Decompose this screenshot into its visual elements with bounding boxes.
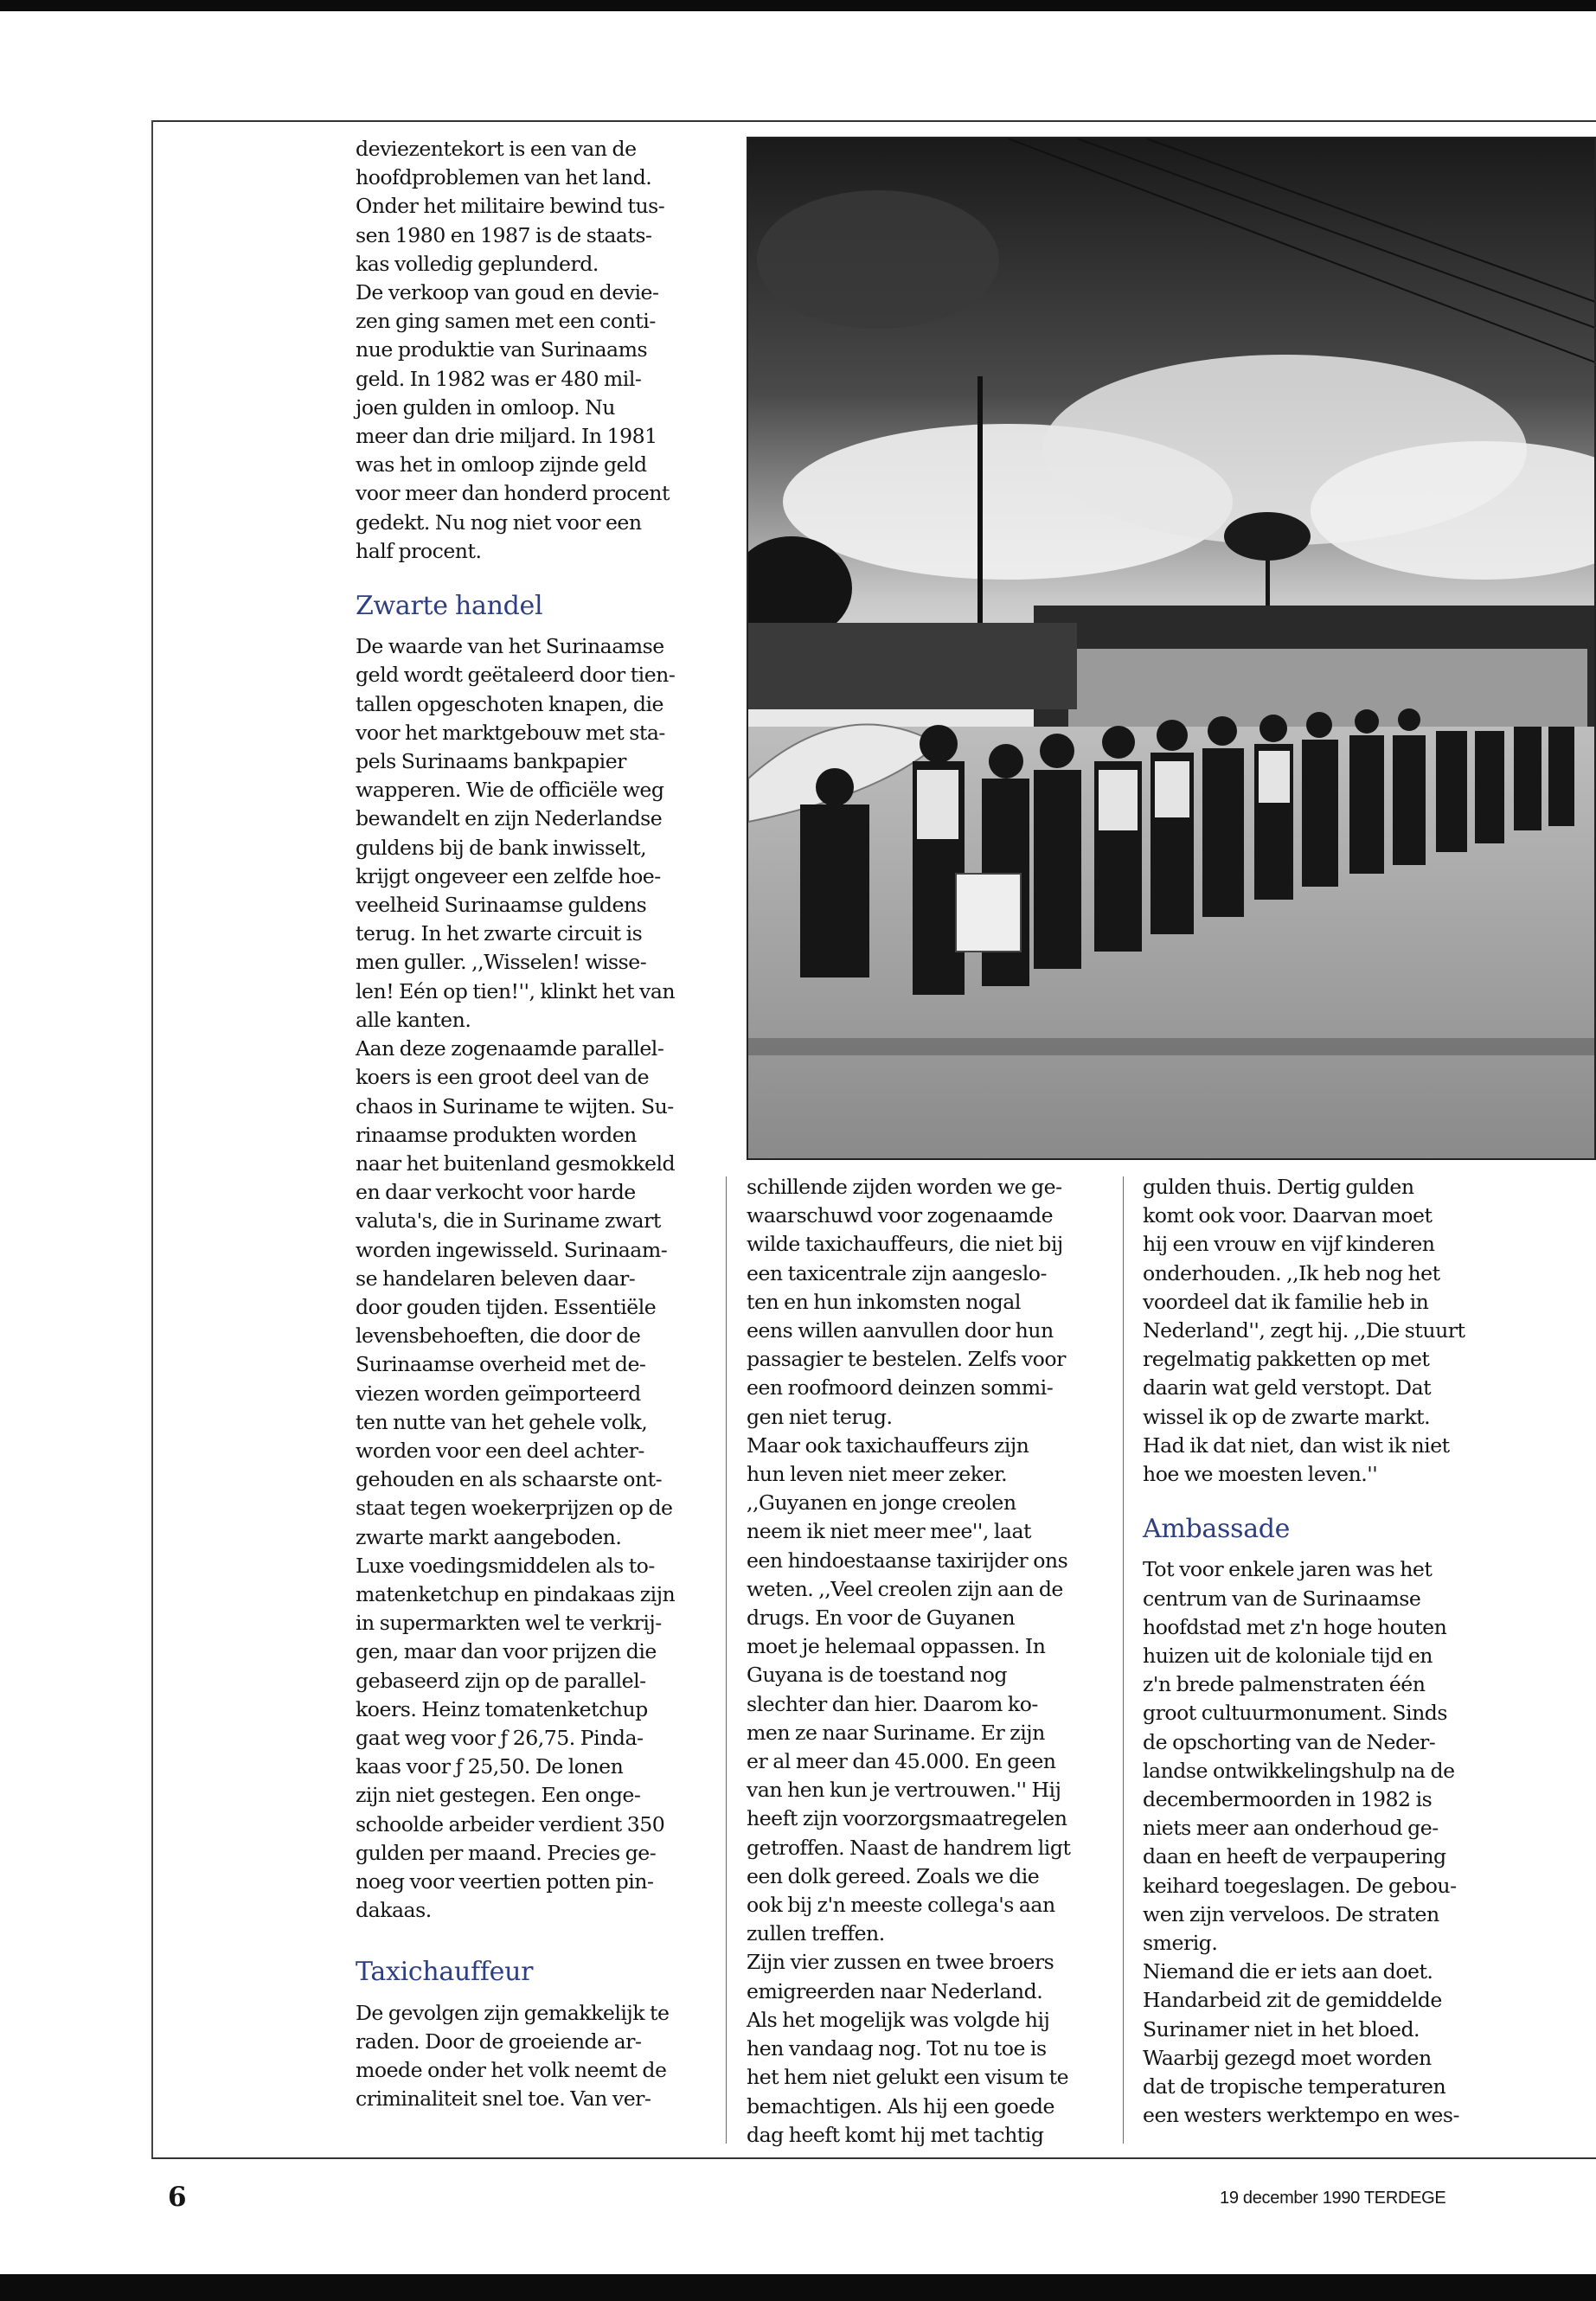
page-number: 6	[168, 2182, 187, 2213]
text-line: gen niet terug.	[747, 1404, 893, 1429]
text-line: De waarde van het Surinaamse	[356, 634, 664, 659]
text-line: Zijn vier zussen en twee broers	[747, 1950, 1054, 1975]
text-line: Aan deze zogenaamde parallel-	[356, 1036, 664, 1061]
text-line: sen 1980 en 1987 is de staats-	[356, 222, 652, 247]
text-line: decembermoorden in 1982 is	[1143, 1787, 1433, 1812]
text-line: koers is een groot deel van de	[356, 1065, 650, 1090]
text-line: keihard toegeslagen. De gebou-	[1143, 1873, 1457, 1898]
text-line: zullen treffen.	[747, 1921, 885, 1946]
text-line: Als het mogelijk was volgde hij	[747, 2007, 1050, 2032]
text-line: slechter dan hier. Daarom ko-	[747, 1691, 1038, 1716]
text-line: wilde taxichauffeurs, die niet bij	[747, 1232, 1063, 1257]
text-line: hun leven niet meer zeker.	[747, 1462, 1008, 1487]
text-line: groot cultuurmonument. Sinds	[1143, 1701, 1447, 1726]
text-line: passagier te bestelen. Zelfs voor	[747, 1347, 1066, 1372]
text-line: centrum van de Surinaamse	[1143, 1586, 1421, 1611]
text-line: zwarte markt aangeboden.	[356, 1524, 622, 1549]
text-line: een hindoestaanse taxirijder ons	[747, 1548, 1068, 1573]
text-line: moet je helemaal oppassen. In	[747, 1634, 1046, 1659]
text-line: huizen uit de koloniale tijd en	[1143, 1644, 1433, 1669]
text-line: De verkoop van goud en devie-	[356, 280, 659, 305]
text-line: waarschuwd voor zogenaamde	[747, 1203, 1054, 1228]
article-column-3	[1143, 1173, 1523, 2131]
text-line: Onder het militaire bewind tus-	[356, 194, 665, 219]
text-line: er al meer dan 45.000. En geen	[747, 1749, 1056, 1774]
text-line: neem ik niet meer mee'', laat	[747, 1519, 1032, 1544]
text-line: deviezentekort is een van de	[356, 137, 637, 161]
text-line: Waarbij gezegd moet worden	[1143, 2045, 1432, 2070]
text-line: terug. In het zwarte circuit is	[356, 921, 643, 946]
text-line: matenketchup en pindakaas zijn	[356, 1581, 676, 1606]
publication-date: 19 december 1990 TERDEGE	[1220, 2189, 1446, 2208]
text-line: geld wordt geëtaleerd door tien-	[356, 663, 676, 688]
text-line: Nederland'', zegt hij. ,,Die stuurt	[1143, 1318, 1465, 1343]
text-line: chaos in Suriname te wijten. Su-	[356, 1093, 674, 1118]
text-line: smerig.	[1143, 1931, 1218, 1956]
text-line: in supermarkten wel te verkrij-	[356, 1611, 662, 1636]
text-line: Maar ook taxichauffeurs zijn	[747, 1433, 1029, 1458]
text-line: nue produktie van Surinaams	[356, 337, 648, 362]
text-line: gedekt. Nu nog niet voor een	[356, 510, 642, 535]
text-line: en daar verkocht voor harde	[356, 1180, 636, 1205]
text-line: z'n brede palmenstraten één	[1143, 1672, 1426, 1697]
text-line: staat tegen woekerprijzen op de	[356, 1496, 673, 1521]
heading-taxichauffeur: Taxichauffeur	[356, 1957, 534, 1988]
text-line: voor het marktgebouw met sta-	[356, 720, 665, 745]
top-scan-border	[0, 0, 1596, 11]
article-column-2	[747, 1173, 1110, 2150]
text-line: worden ingewisseld. Surinaam-	[356, 1237, 668, 1262]
section-ambassade-text	[1143, 1555, 1523, 2130]
text-line: naar het buitenland gesmokkeld	[356, 1150, 676, 1176]
text-line: gebaseerd zijn op de parallel-	[356, 1668, 646, 1693]
text-line: eens willen aanvullen door hun	[747, 1318, 1054, 1343]
text-line: een taxicentrale zijn aangeslo-	[747, 1260, 1047, 1285]
text-line: gulden per maand. Precies ge-	[356, 1840, 657, 1865]
text-line: tallen opgeschoten knapen, die	[356, 691, 663, 716]
text-line: moede onder het volk neemt de	[356, 2058, 667, 2082]
text-line: Had ik dat niet, dan wist ik niet	[1143, 1433, 1450, 1458]
text-line: ten en hun inkomsten nogal	[747, 1289, 1021, 1314]
text-line: een westers werktempo en wes-	[1143, 2103, 1459, 2128]
text-line: getroffen. Naast de handrem ligt	[747, 1835, 1071, 1860]
text-line: men guller. ,,Wisselen! wisse-	[356, 950, 647, 975]
text-line: Guyana is de toestand nog	[747, 1663, 1008, 1688]
text-line: wen zijn verveloos. De straten	[1143, 1901, 1439, 1926]
text-line: gulden thuis. Dertig gulden	[1143, 1175, 1414, 1199]
text-line: noeg voor veertien potten pin-	[356, 1868, 654, 1894]
text-line: raden. Door de groeiende ar-	[356, 2029, 642, 2054]
text-line: dakaas.	[356, 1898, 432, 1923]
text-line: bewandelt en zijn Nederlandse	[356, 806, 663, 831]
text-line: Luxe voedingsmiddelen als to-	[356, 1553, 655, 1578]
section-zwarte-handel-text	[356, 632, 719, 1925]
text-line: zen ging samen met een conti-	[356, 309, 656, 334]
text-line: Surinaamse overheid met de-	[356, 1352, 646, 1377]
text-line: Handarbeid zit de gemiddelde	[1143, 1988, 1442, 2013]
text-line: landse ontwikkelingshulp na de	[1143, 1758, 1455, 1783]
text-line: pels Surinaams bankpapier	[356, 749, 626, 774]
text-line: heeft zijn voorzorgsmaatregelen	[747, 1806, 1067, 1831]
column-divider-1	[726, 1176, 727, 2144]
text-line: joen gulden in omloop. Nu	[356, 394, 615, 420]
section-taxichauffeur-text	[356, 1999, 719, 2114]
heading-ambassade: Ambassade	[1143, 1514, 1291, 1545]
text-line: het hem niet gelukt een visum te	[747, 2065, 1069, 2090]
text-line: guldens bij de bank inwisselt,	[356, 835, 647, 860]
photo-queue-of-people	[747, 137, 1596, 1160]
text-line: zijn niet gestegen. Een onge-	[356, 1783, 641, 1808]
text-line: regelmatig pakketten op met	[1143, 1347, 1430, 1372]
text-line: viezen worden geïmporteerd	[356, 1381, 641, 1406]
page-frame-left-rule	[151, 120, 153, 2159]
text-line: komt ook voor. Daarvan moet	[1143, 1203, 1433, 1228]
text-line: hoofdproblemen van het land.	[356, 165, 652, 190]
text-line: ten nutte van het gehele volk,	[356, 1409, 648, 1434]
text-line: daan en heeft de verpaupering	[1143, 1844, 1446, 1869]
text-line: van hen kun je vertrouwen.'' Hij	[747, 1778, 1061, 1803]
text-line: Niemand die er iets aan doet.	[1143, 1959, 1433, 1984]
paragraph-gulden-thuis	[1143, 1173, 1523, 1489]
text-line: wapperen. Wie de officiële weg	[356, 778, 664, 803]
bottom-scan-border	[0, 2274, 1596, 2301]
text-line: levensbehoeften, die door de	[356, 1324, 641, 1349]
text-line: wissel ik op de zwarte markt.	[1143, 1404, 1431, 1429]
text-line: voor meer dan honderd procent	[356, 481, 670, 506]
text-line: hen vandaag nog. Tot nu toe is	[747, 2036, 1047, 2061]
text-line: ook bij z'n meeste collega's aan	[747, 1893, 1055, 1918]
text-line: de opschorting van de Neder-	[1143, 1729, 1436, 1754]
text-line: schillende zijden worden we ge-	[747, 1175, 1062, 1199]
text-line: door gouden tijden. Essentiële	[356, 1294, 657, 1319]
text-line: Tot voor enkele jaren was het	[1143, 1557, 1433, 1582]
article-column-1	[356, 135, 719, 2113]
text-line: hoe we moesten leven.''	[1143, 1462, 1378, 1487]
text-line: se handelaren beleven daar-	[356, 1266, 636, 1291]
text-line: veelheid Surinaamse guldens	[356, 893, 647, 918]
text-line: gen, maar dan voor prijzen die	[356, 1639, 657, 1664]
photo-illustration	[748, 138, 1596, 1160]
page-frame-bottom-rule	[152, 2157, 1596, 2159]
text-line: een dolk gereed. Zoals we die	[747, 1863, 1040, 1888]
text-line: dat de tropische temperaturen	[1143, 2074, 1446, 2099]
text-line: schoolde arbeider verdient 350	[356, 1811, 665, 1836]
text-line: men ze naar Suriname. Er zijn	[747, 1720, 1045, 1745]
text-line: hoofdstad met z'n hoge houten	[1143, 1614, 1447, 1639]
text-line: een roofmoord deinzen sommi-	[747, 1375, 1054, 1400]
text-line: onderhouden. ,,Ik heb nog het	[1143, 1260, 1440, 1285]
text-line: criminaliteit snel toe. Van ver-	[356, 2086, 651, 2112]
page-frame-top-rule	[152, 120, 1596, 122]
text-line: voordeel dat ik familie heb in	[1143, 1289, 1429, 1314]
text-line: emigreerden naar Nederland.	[747, 1978, 1043, 2003]
text-line: niets meer aan onderhoud ge-	[1143, 1816, 1439, 1841]
text-line: meer dan drie miljard. In 1981	[356, 424, 657, 449]
text-line: koers. Heinz tomatenketchup	[356, 1696, 648, 1721]
column-divider-2	[1123, 1176, 1124, 2144]
text-line: kaas voor ƒ 25,50. De lonen	[356, 1754, 624, 1779]
text-line: geld. In 1982 was er 480 mil-	[356, 366, 642, 391]
text-line: hij een vrouw en vijf kinderen	[1143, 1232, 1435, 1257]
text-line: daarin wat geld verstopt. Dat	[1143, 1375, 1432, 1400]
text-line: rinaamse produkten worden	[356, 1122, 637, 1147]
text-line: len! Eén op tien!'', klinkt het van	[356, 978, 676, 1003]
text-line: ,,Guyanen en jonge creolen	[747, 1490, 1016, 1516]
text-line: kas volledig geplunderd.	[356, 251, 599, 276]
text-line: half procent.	[356, 538, 482, 563]
text-line: gaat weg voor ƒ 26,75. Pinda-	[356, 1725, 644, 1750]
text-line: was het in omloop zijnde geld	[356, 452, 647, 478]
text-line: weten. ,,Veel creolen zijn aan de	[747, 1576, 1063, 1601]
text-line: De gevolgen zijn gemakkelijk te	[356, 2000, 670, 2025]
text-line: drugs. En voor de Guyanen	[747, 1606, 1016, 1631]
paragraph-deviezentekort	[356, 135, 719, 566]
text-line: Surinamer niet in het bloed.	[1143, 2016, 1420, 2041]
heading-zwarte-handel: Zwarte handel	[356, 591, 543, 622]
text-line: alle kanten.	[356, 1007, 471, 1032]
text-line: dag heeft komt hij met tachtig	[747, 2122, 1044, 2147]
text-line: krijgt ongeveer een zelfde hoe-	[356, 863, 661, 888]
text-line: worden voor een deel achter-	[356, 1438, 644, 1463]
text-line: bemachtigen. Als hij een goede	[747, 2093, 1054, 2118]
text-line: gehouden en als schaarste ont-	[356, 1467, 663, 1492]
text-line: valuta's, die in Suriname zwart	[356, 1208, 661, 1234]
section-taxichauffeur-continued	[747, 1173, 1110, 2150]
